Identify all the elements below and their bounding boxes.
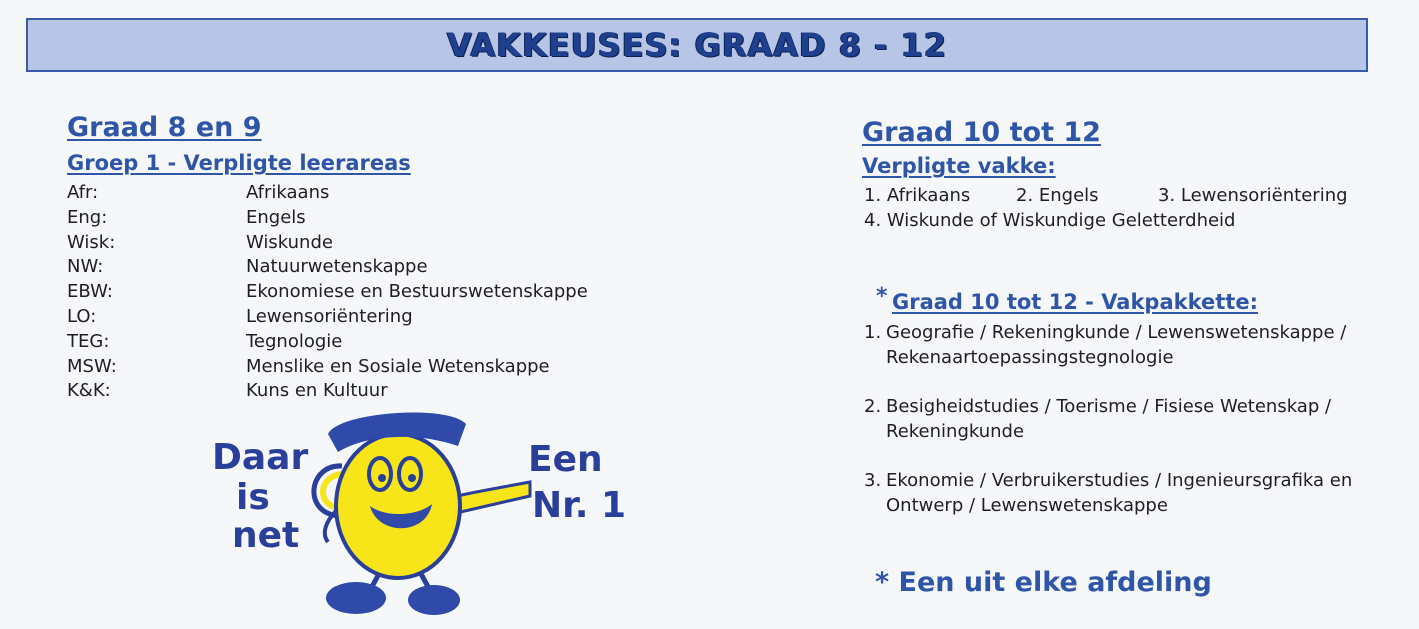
page-title: VAKKEUSES: GRAAD 8 - 12 (446, 26, 948, 64)
mascot-word-nr1: Nr. 1 (532, 485, 627, 526)
subject-name: Ekonomiese en Bestuurswetenskappe (246, 281, 588, 303)
packages-star: * (876, 284, 888, 309)
subject-abbr: EBW: (67, 281, 113, 303)
package-line: Ontwerp / Lewenswetenskappe (886, 495, 1168, 516)
package-line: Rekeningkunde (886, 421, 1025, 442)
package-number: 2. (864, 396, 882, 417)
subject-name: Wiskunde (246, 231, 333, 253)
package-line: Geografie / Rekeningkunde / Lewenswetenskappe / (886, 322, 1347, 343)
footnote-one-from-each: * Een uit elke afdeling (875, 567, 1212, 598)
package-line: Rekenaartoepassingstegnologie (886, 347, 1174, 368)
subject-abbr: TEG: (67, 330, 110, 352)
mascot-word-is: is (236, 477, 270, 518)
compulsory-item-1: 1. Afrikaans (864, 185, 971, 206)
mascot-word-daar: Daar (212, 437, 309, 478)
package-line: Ekonomie / Verbruikerstudies / Ingenieursgrafika en (886, 470, 1353, 491)
subject-name: Kuns en Kultuur (246, 380, 388, 402)
compulsory-item-2: 2. Engels (1016, 185, 1099, 206)
package-number: 3. (864, 470, 882, 491)
subject-abbr: K&K: (67, 380, 111, 402)
subject-abbr: LO: (67, 305, 97, 327)
package-line: Besigheidstudies / Toerisme / Fisiese Wetenskap / (886, 396, 1332, 417)
subject-name: Menslike en Sosiale Wetenskappe (246, 355, 550, 377)
subject-name: Natuurwetenskappe (246, 256, 428, 278)
compulsory-item-3: 3. Lewensoriëntering (1158, 185, 1348, 206)
subject-abbr: Afr: (67, 182, 99, 203)
mascot-word-een: Een (528, 439, 603, 480)
group-1-heading: Groep 1 - Verpligte leerareas (67, 151, 411, 175)
subject-name: Tegnologie (246, 330, 343, 352)
compulsory-item-4: 4. Wiskunde of Wiskundige Geletterdheid (864, 210, 1236, 231)
subject-abbr: Wisk: (67, 231, 116, 253)
package-number: 1. (864, 322, 882, 343)
subject-name: Lewensoriëntering (246, 305, 413, 327)
mascot-illustration (298, 404, 538, 619)
subject-abbr: Eng: (67, 206, 108, 228)
subject-abbr: MSW: (67, 355, 117, 377)
grade-10-12-heading: Graad 10 tot 12 (862, 117, 1101, 148)
subject-name: Afrikaans (246, 182, 330, 203)
mascot-word-net: net (232, 515, 300, 556)
grade-8-9-heading: Graad 8 en 9 (67, 112, 262, 143)
compulsory-subjects-heading: Verpligte vakke: (862, 154, 1056, 178)
subject-name: Engels (246, 206, 306, 228)
packages-heading: Graad 10 tot 12 - Vakpakkette: (892, 290, 1258, 314)
title-banner (26, 18, 1368, 72)
subject-abbr: NW: (67, 256, 104, 278)
